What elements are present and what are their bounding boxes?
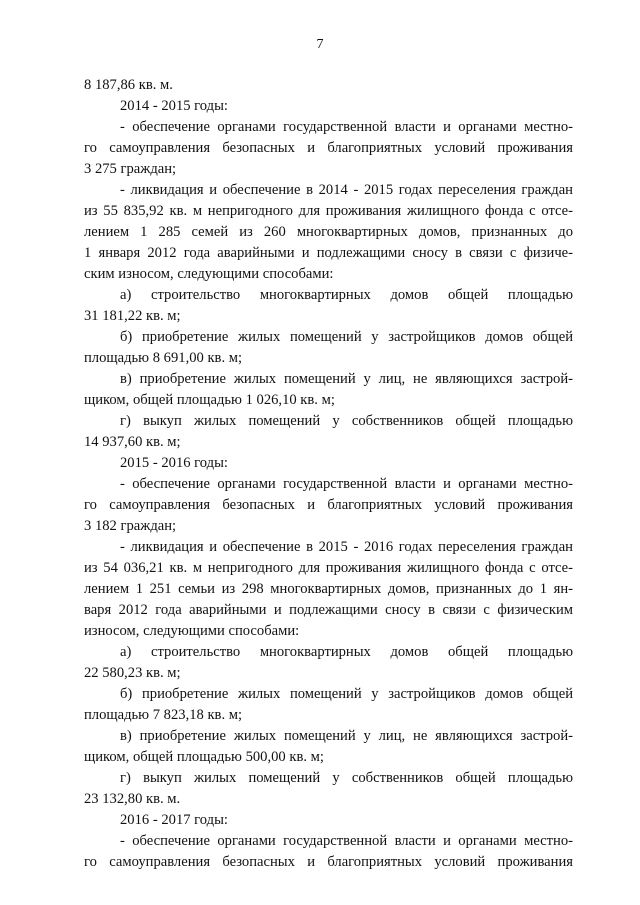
document-body (84, 75, 573, 873)
text-line: - обеспечение органами государственной власти и органами местно- (120, 476, 573, 492)
text-line: г) выкуп жилых помещений у собственников общей площадью (120, 413, 573, 429)
text-line: 8 187,86 кв. м. (84, 77, 173, 93)
text-line: в) приобретение жилых помещений у лиц, не являющихся застрой- (120, 728, 573, 744)
text-line: г) выкуп жилых помещений у собственников общей площадью (120, 770, 573, 786)
text-line: 22 580,23 кв. м; (84, 665, 181, 681)
text-line: 3 275 граждан; (84, 161, 177, 177)
text-line: из 54 036,21 кв. м непригодного для проживания жилищного фонда с отсе- (84, 560, 573, 576)
page-number: 7 (316, 37, 324, 52)
text-line: 31 181,22 кв. м; (84, 308, 181, 324)
text-line: го самоуправления безопасных и благоприятных условий проживания (84, 497, 573, 513)
text-line: а) строительство многоквартирных домов общей площадью (120, 287, 573, 303)
text-line: 1 января 2012 года аварийными и подлежащими сносу в связи с физиче- (84, 245, 573, 261)
text-line: б) приобретение жилых помещений у застройщиков домов общей (120, 686, 573, 702)
text-line: 3 182 граждан; (84, 518, 177, 534)
text-line: го самоуправления безопасных и благоприятных условий проживания (84, 140, 573, 156)
text-line: - ликвидация и обеспечение в 2015 - 2016 годах переселения граждан (120, 539, 573, 555)
text-line: площадью 8 691,00 кв. м; (84, 350, 243, 366)
text-line: б) приобретение жилых помещений у застройщиков домов общей (120, 329, 573, 345)
text-line: го самоуправления безопасных и благоприятных условий проживания (84, 854, 573, 870)
text-line: 2015 - 2016 годы: (120, 455, 228, 471)
text-line: лением 1 251 семьи из 298 многоквартирных домов, признанных до 1 ян- (84, 581, 573, 597)
text-line: 23 132,80 кв. м. (84, 791, 181, 807)
text-line: варя 2012 года аварийными и подлежащими сносу в связи с физическим (84, 602, 573, 618)
text-line: 14 937,60 кв. м; (84, 434, 181, 450)
text-line: износом, следующими способами: (84, 623, 300, 639)
text-line: щиком, общей площадью 1 026,10 кв. м; (84, 392, 335, 408)
text-line: щиком, общей площадью 500,00 кв. м; (84, 749, 324, 765)
text-line: из 55 835,92 кв. м непригодного для проживания жилищного фонда с отсе- (84, 203, 573, 219)
text-line: а) строительство многоквартирных домов общей площадью (120, 644, 573, 660)
text-line: лением 1 285 семей из 260 многоквартирных домов, признанных до (84, 224, 573, 240)
text-line: 2016 - 2017 годы: (120, 812, 228, 828)
text-line: площадью 7 823,18 кв. м; (84, 707, 243, 723)
text-line: ским износом, следующими способами: (84, 266, 334, 282)
text-line: 2014 - 2015 годы: (120, 98, 228, 114)
text-line: - ликвидация и обеспечение в 2014 - 2015 годах переселения граждан (120, 182, 573, 198)
text-line: - обеспечение органами государственной власти и органами местно- (120, 833, 573, 849)
text-line: в) приобретение жилых помещений у лиц, не являющихся застрой- (120, 371, 573, 387)
text-line: - обеспечение органами государственной власти и органами местно- (120, 119, 573, 135)
